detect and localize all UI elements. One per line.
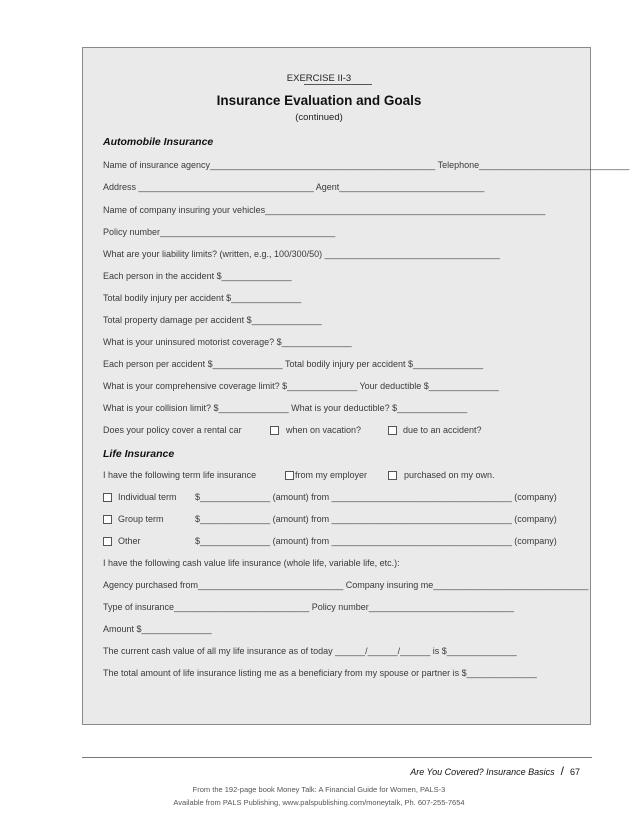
group-term-amount-field[interactable]: $______________ (amount) from ____________________________________ (company): [195, 514, 557, 524]
individual-term-amount-field[interactable]: $______________ (amount) from ____________________________________ (company): [195, 492, 557, 502]
rental-accident-checkbox[interactable]: [388, 426, 397, 435]
auto-policy-field[interactable]: Policy number___________________________________: [103, 227, 336, 237]
auto-uninsured-split-field[interactable]: Each person per accident $______________ Total bodily injury per accident $______________: [103, 359, 484, 369]
life-term-row-individual: [103, 492, 557, 506]
life-term-row-other: [103, 536, 557, 550]
page-number: 67: [569, 767, 580, 777]
auto-uninsured-field[interactable]: What is your uninsured motorist coverage? $______________: [103, 337, 352, 347]
source-line-1: From the 192-page book Money Talk: A Financial Guide for Women, PALS-3: [192, 785, 446, 794]
employer-label: from my employer: [295, 470, 368, 480]
own-checkbox[interactable]: [388, 471, 397, 480]
exercise-label: EXERCISE II-3: [286, 73, 352, 84]
auto-each-person-field[interactable]: Each person in the accident $______________: [103, 271, 292, 281]
running-head: Are You Covered? Insurance Basics: [410, 767, 555, 777]
auto-address-field[interactable]: Address ___________________________________ Agent_____________________________: [103, 182, 485, 192]
life-agency-field[interactable]: Agency purchased from_____________________________ Company insuring me_______________________________: [103, 580, 589, 590]
footer-separator: /: [560, 764, 564, 778]
life-section-heading: Life Insurance: [103, 448, 175, 460]
source-line-2: Available from PALS Publishing, www.palspublishing.com/moneytalk, Ph. 607-255-7654: [173, 798, 465, 807]
individual-term-checkbox[interactable]: [103, 493, 112, 502]
cash-value-intro: I have the following cash value life insurance (whole life, variable life, etc.):: [103, 558, 400, 568]
rental-vacation-checkbox[interactable]: [270, 426, 279, 435]
life-type-field[interactable]: Type of insurance___________________________ Policy number_____________________________: [103, 602, 514, 612]
life-term-row-group: [103, 514, 557, 528]
group-term-checkbox[interactable]: [103, 515, 112, 524]
continued-label: (continued): [295, 112, 343, 123]
auto-section-heading: Automobile Insurance: [103, 136, 214, 148]
cash-value-today-field[interactable]: The current cash value of all my life insurance as of today ______/______/______ is $______________: [103, 646, 517, 656]
auto-liability-field[interactable]: What are your liability limits? (written, e.g., 100/300/50) ___________________________________: [103, 249, 500, 259]
beneficiary-field[interactable]: The total amount of life insurance listing me as a beneficiary from my spouse or partner is $______________: [103, 668, 537, 678]
rental-vacation-label: when on vacation?: [286, 425, 362, 435]
other-term-checkbox[interactable]: [103, 537, 112, 546]
rental-accident-label: due to an accident?: [403, 425, 482, 435]
auto-comprehensive-field[interactable]: What is your comprehensive coverage limit? $______________ Your deductible $______________: [103, 381, 499, 391]
exercise-underline: [304, 84, 372, 85]
employer-checkbox[interactable]: [285, 471, 294, 480]
individual-term-label: Individual term: [118, 492, 177, 502]
auto-company-field[interactable]: Name of company insuring your vehicles________________________________________________________: [103, 205, 546, 215]
auto-total-bodily-field[interactable]: Total bodily injury per accident $______________: [103, 293, 302, 303]
life-amount-field[interactable]: Amount $______________: [103, 624, 212, 634]
running-footer: [410, 764, 580, 778]
term-life-row: [103, 470, 523, 484]
auto-agency-field[interactable]: Name of insurance agency_____________________________________________ Telephone______________________________: [103, 160, 630, 170]
rental-question: Does your policy cover a rental car: [103, 425, 242, 435]
own-label: purchased on my own.: [404, 470, 495, 480]
footer-rule: [82, 757, 592, 758]
term-life-intro: I have the following term life insurance: [103, 470, 257, 480]
other-term-label: Other: [118, 536, 141, 546]
page-title: Insurance Evaluation and Goals: [216, 93, 422, 108]
group-term-label: Group term: [118, 514, 164, 524]
auto-collision-field[interactable]: What is your collision limit? $______________ What is your deductible? $______________: [103, 403, 468, 413]
rental-car-row: [103, 425, 523, 439]
other-term-amount-field[interactable]: $______________ (amount) from ____________________________________ (company): [195, 536, 557, 546]
auto-property-field[interactable]: Total property damage per accident $______________: [103, 315, 322, 325]
